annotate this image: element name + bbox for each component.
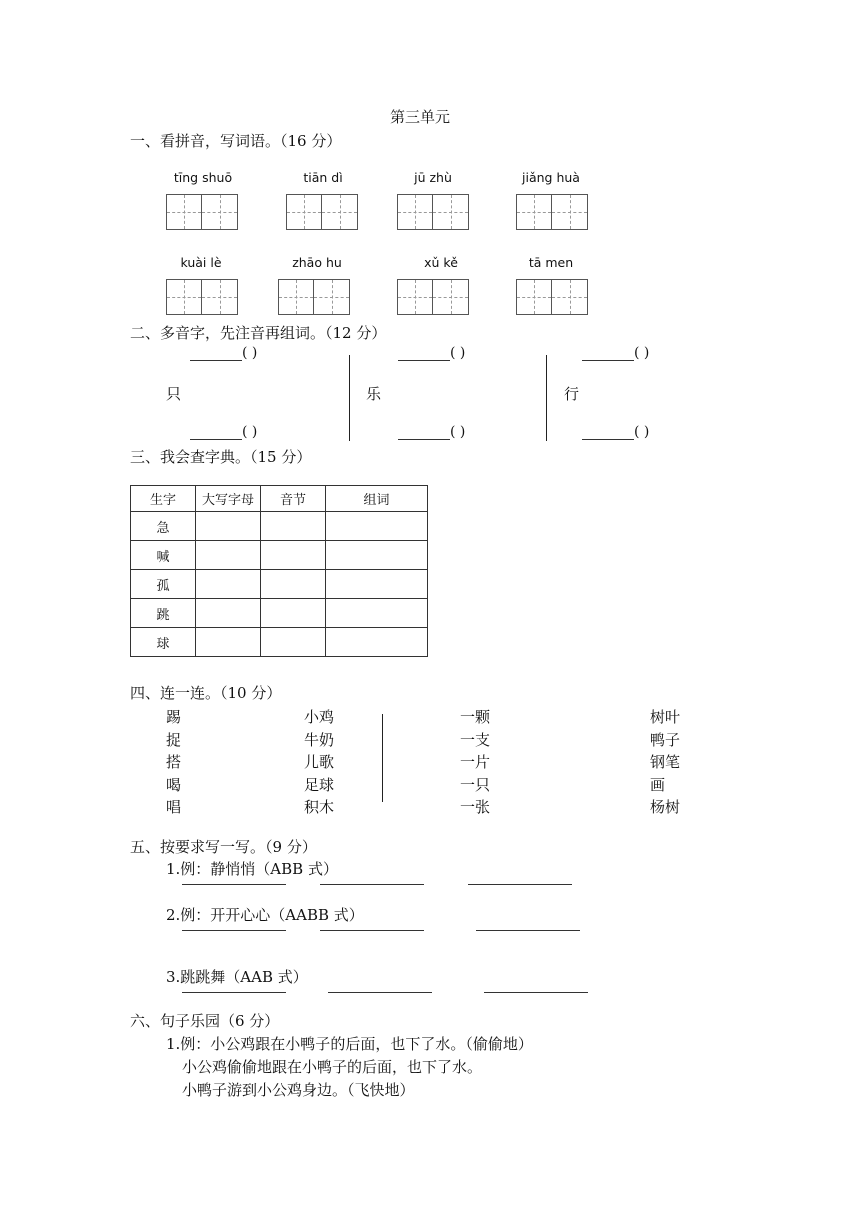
table-row: [131, 570, 428, 599]
dictionary-table: [130, 485, 428, 657]
section-2-heading: 二、多音字，先注音再组词。（12 分）: [130, 324, 387, 342]
match-right-measure[interactable]: 一片: [460, 753, 491, 771]
tian-box-2[interactable]: [286, 194, 358, 230]
match-left-noun[interactable]: 足球: [304, 776, 335, 794]
match-left-verb[interactable]: 捉: [166, 731, 182, 749]
col-header-letter: 大写字母: [196, 486, 261, 512]
table-header-row: [131, 486, 428, 512]
pinyin-5: kuài lè: [180, 255, 222, 270]
answer-cell[interactable]: [326, 599, 428, 628]
polyphone-char-1: 只: [166, 385, 182, 403]
answer-line[interactable]: [320, 930, 424, 931]
pinyin-6: zhāo hu: [292, 255, 342, 270]
answer-line[interactable]: [182, 992, 286, 993]
match-left-noun[interactable]: 积木: [304, 798, 335, 816]
answer-line[interactable]: [484, 992, 588, 993]
match-right-measure[interactable]: 一张: [460, 798, 491, 816]
table-row: [131, 541, 428, 570]
answer-cell[interactable]: [326, 628, 428, 657]
row-char: 急: [131, 512, 196, 541]
polyphone-char-2: 乐: [366, 385, 382, 403]
match-left-verb[interactable]: 喝: [166, 776, 182, 794]
row-char: 跳: [131, 599, 196, 628]
example-answer: 小公鸡偷偷地跟在小鸭子的后面，也下了水。: [182, 1058, 483, 1076]
match-right-noun[interactable]: 杨树: [650, 798, 681, 816]
page-title: 第三单元: [390, 108, 451, 126]
question-5-1: 1.例：静悄悄（ABB 式）: [166, 860, 338, 878]
tian-box-8[interactable]: [516, 279, 588, 315]
answer-cell[interactable]: [196, 599, 261, 628]
answer-cell[interactable]: [261, 599, 326, 628]
pinyin-8: tā men: [528, 255, 574, 270]
polyphone-char-3: 行: [564, 385, 580, 403]
row-char: 喊: [131, 541, 196, 570]
answer-line[interactable]: [182, 884, 286, 885]
answer-cell[interactable]: [196, 541, 261, 570]
pinyin-2: tiān dì: [303, 170, 343, 185]
pinyin-3: jū zhù: [414, 170, 452, 185]
match-right-noun[interactable]: 树叶: [650, 708, 681, 726]
tian-box-3[interactable]: [397, 194, 469, 230]
answer-line[interactable]: [320, 884, 424, 885]
section-3-heading: 三、我会查字典。（15 分）: [130, 448, 312, 466]
match-left-noun[interactable]: 小鸡: [304, 708, 335, 726]
answer-cell[interactable]: [326, 512, 428, 541]
answer-line[interactable]: [182, 930, 286, 931]
sentence-task: 小鸭子游到小公鸡身边。（飞快地）: [182, 1081, 415, 1099]
tian-box-1[interactable]: [166, 194, 238, 230]
answer-line[interactable]: [468, 884, 572, 885]
answer-cell[interactable]: [261, 570, 326, 599]
match-right-measure[interactable]: 一只: [460, 776, 491, 794]
divider-1: [349, 355, 350, 441]
table-row: [131, 512, 428, 541]
question-5-2: 2.例：开开心心（AABB 式）: [166, 906, 364, 924]
answer-line[interactable]: [328, 992, 432, 993]
question-6-1: 1.例：小公鸡跟在小鸭子的后面，也下了水。（偷偷地）: [166, 1035, 533, 1053]
answer-cell[interactable]: [196, 512, 261, 541]
section-1-heading: 一、看拼音，写词语。（16 分）: [130, 132, 342, 150]
match-left-noun[interactable]: 儿歌: [304, 753, 335, 771]
pinyin-7: xǔ kě: [424, 255, 458, 270]
tian-box-5[interactable]: [166, 279, 238, 315]
match-left-verb[interactable]: 搭: [166, 753, 182, 771]
table-row: [131, 628, 428, 657]
match-left-verb[interactable]: 踢: [166, 708, 182, 726]
section-4-heading: 四、连一连。（10 分）: [130, 684, 282, 702]
col-header-char: 生字: [131, 486, 196, 512]
polyphone-1-answer-bottom[interactable]: ( ): [190, 424, 257, 440]
answer-cell[interactable]: [261, 628, 326, 657]
match-right-noun[interactable]: 画: [650, 776, 666, 794]
polyphone-2-answer-top[interactable]: ( ): [398, 345, 465, 361]
answer-cell[interactable]: [326, 570, 428, 599]
tian-box-7[interactable]: [397, 279, 469, 315]
polyphone-1-answer-top[interactable]: ( ): [190, 345, 257, 361]
divider-2: [546, 355, 547, 441]
match-right-measure[interactable]: 一支: [460, 731, 491, 749]
row-char: 孤: [131, 570, 196, 599]
answer-line[interactable]: [476, 930, 580, 931]
answer-cell[interactable]: [261, 541, 326, 570]
answer-cell[interactable]: [261, 512, 326, 541]
match-right-measure[interactable]: 一颗: [460, 708, 491, 726]
answer-cell[interactable]: [196, 570, 261, 599]
row-char: 球: [131, 628, 196, 657]
question-5-3: 3.跳跳舞（AAB 式）: [166, 968, 308, 986]
answer-cell[interactable]: [196, 628, 261, 657]
tian-box-4[interactable]: [516, 194, 588, 230]
col-header-syllable: 音节: [261, 486, 326, 512]
match-left-noun[interactable]: 牛奶: [304, 731, 335, 749]
tian-box-6[interactable]: [278, 279, 350, 315]
answer-cell[interactable]: [326, 541, 428, 570]
section-6-heading: 六、句子乐园（6 分）: [130, 1012, 280, 1030]
section-5-heading: 五、按要求写一写。（9 分）: [130, 838, 317, 856]
match-right-noun[interactable]: 钢笔: [650, 753, 681, 771]
match-right-noun[interactable]: 鸭子: [650, 731, 681, 749]
match-left-verb[interactable]: 唱: [166, 798, 182, 816]
divider-3: [382, 714, 383, 802]
polyphone-2-answer-bottom[interactable]: ( ): [398, 424, 465, 440]
col-header-word: 组词: [326, 486, 428, 512]
pinyin-4: jiǎng huà: [522, 170, 580, 185]
polyphone-3-answer-top[interactable]: ( ): [582, 345, 649, 361]
polyphone-3-answer-bottom[interactable]: ( ): [582, 424, 649, 440]
table-row: [131, 599, 428, 628]
pinyin-1: tīng shuō: [173, 170, 233, 185]
